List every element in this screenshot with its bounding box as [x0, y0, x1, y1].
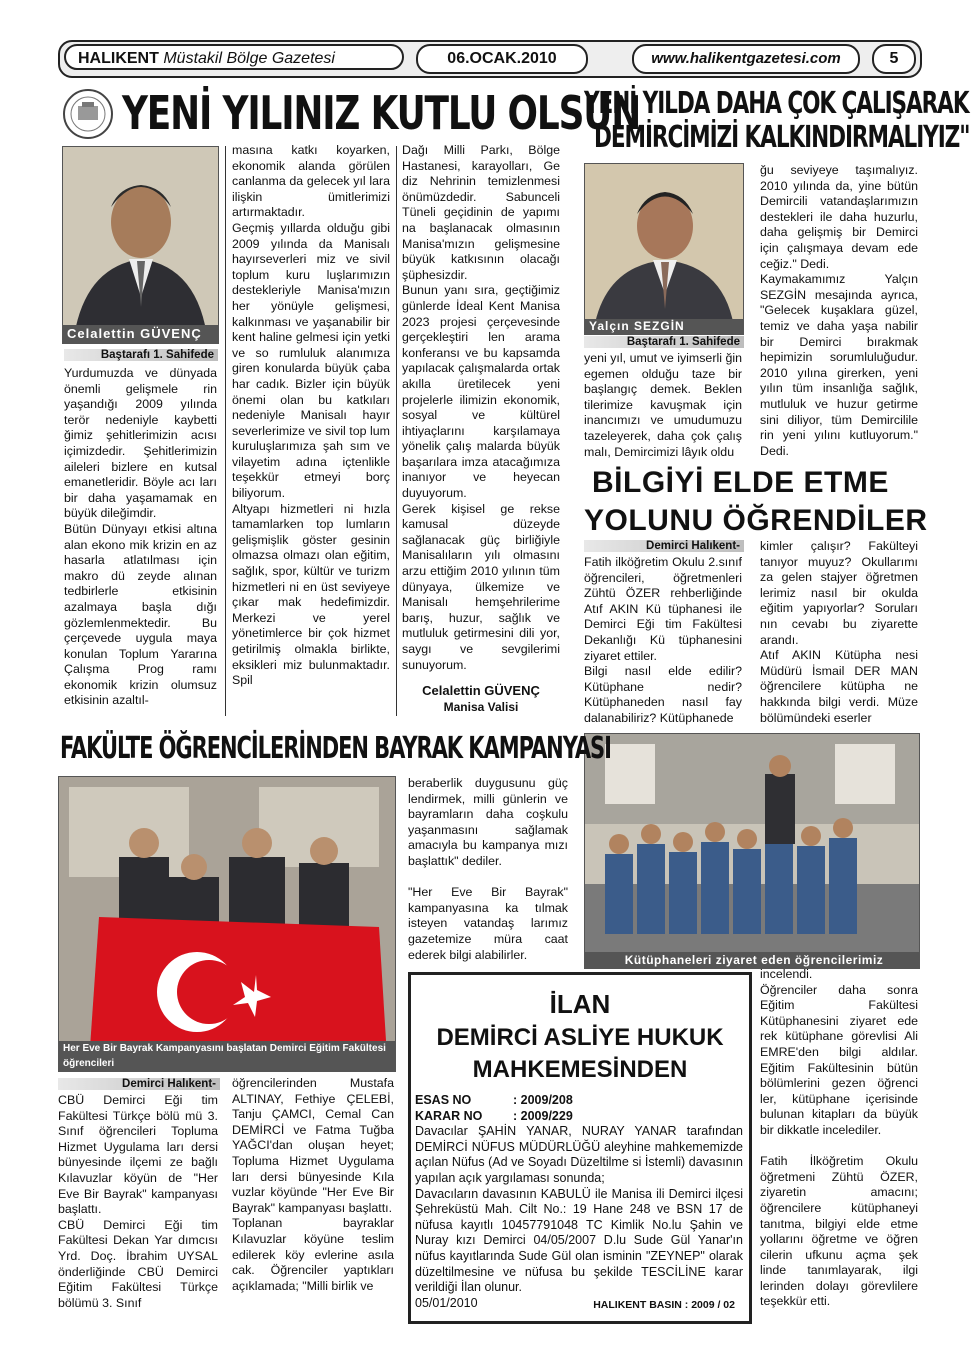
article2-headline-line1: YENİ YILDA DAHA ÇOK ÇALIŞARAK	[584, 86, 969, 121]
karar-value: : 2009/229	[513, 1108, 573, 1123]
photo-yalcin-sezgin	[584, 163, 744, 335]
paper-subtitle: Müstakil Bölge Gazetesi	[163, 50, 335, 67]
legal-notice-box	[408, 972, 752, 1324]
article4-col2: öğrencilerinden Mustafa ALTINAY, Fethiye ÇELEBİ, Tanju ÇAMCI, Cemal Can DEMİRCİ ve Fatma Tuğba YAĞCI'dan oluşan heyet; Topluma Hizmet Uygulama ları dersi bünyesinde Kıla vuzlar köyünde "Her Eve Bir Bayrak" kampanyası başlattı. Toplanan bayraklar Kılavuzlar köyüne teslim edilerek köy evlerine asıla cak. Öğrenciler yaptıkları açıklamada; "Milli birlik ve	[232, 1076, 394, 1293]
notice-court-2: MAHKEMESİNDEN	[472, 1056, 688, 1083]
signature-title: Manisa Valisi	[443, 700, 519, 714]
column-rule	[396, 146, 397, 716]
photo-celalettin-guvenc	[62, 146, 219, 344]
article4-headline: FAKÜLTE ÖĞRENCİLERİNDEN BAYRAK KAMPANYASI	[60, 731, 611, 766]
photo-caption: Yalçın SEZGİN	[585, 319, 743, 334]
photo-flag-campaign	[58, 776, 396, 1072]
portrait-image	[585, 164, 743, 334]
esas-row	[415, 1093, 743, 1109]
photo-caption: Kütüphaneleri ziyaret eden öğrencilerimiz	[585, 952, 919, 968]
notice-date: 05/01/2010	[415, 1295, 478, 1310]
article1-continued: Baştarafı 1. Sahifede	[64, 349, 218, 361]
issue-date: 06.OCAK.2010	[416, 44, 588, 74]
masthead-bar	[58, 40, 922, 78]
article3-col2: kimler çalışır? Fakülteyi tanıyor muyuz? Okullarımı za gelen stajyer öğretmen lerimiz nasıl bir okulda eğitim yapıyorlar? Soruları nın cevabı bu ziyarette arandı. Atıf AKIN Kütüpha nesi Müdürü İsmail DER MAN öğrencilere kütüpha ne hakkında bilgi verdi. Müze bölümündeki eserler	[760, 539, 918, 725]
article4-col1: CBÜ Demirci Eği tim Fakültesi Türkçe bölü mü 3. Sınıf öğrencileri Topluma Hizmet Uygulama ları dersi bünyesinde ilçemi ze bağlı Kılavuzlar köyün de "Her Eve Bir Bayrak" kampanyası başlattı. CBÜ Demirci Eği tim Fakültesi Dekan Yar dımcısı Yrd. Doç. İbrahim UYSAL önderliğinde CBÜ Demirci Eğitim Fakültesi Türkçe bölümü 3. Sınıf	[58, 1093, 218, 1310]
article1-col2: masına katkı koyarken, ekonomik alanda görülen canlanma da gelecek yıl lara ilişkin ümitlerimizi artırmaktadır. Geçmiş yıllarda olduğu gibi 2009 yılında da Manisalı hayırseverleri miz ve sivil toplum kuru luşlarımızın destekleriyle Manisa'mızın her yönüyle gelişmesi, kalkınması ve yaşanabilir bir kent haline gelmesi için yetki ve so rumluluk alanımıza giren konularda büyük çaba har cadık. Bizler için büyük önemi olan bu katkıları nedeniyle Manisalı hayır severlerimize ve sivil top lum kuruluşlarımıza şah sım ve vilayetim adına içtenlikle teşekkür etmeyi borç biliyorum. Altyapı hizmetleri ni hızla tamamlarken top lumların gelişmişlik göster gesinin olmazsa olmazı olan eğitim, sağlık, spor, kültür ve turizm hizmetleri ni en üst seviyeye çıkar mak hedefimizdir. Merkezi ve yerel yönetimlerce bir çok hizmet getirilmiş olmakla birlikte, eksikleri miz bulunmaktadır. Spil	[232, 143, 390, 688]
group-photo-image	[585, 734, 919, 968]
article1-col3: Dağı Milli Parkı, Bölge Hastanesi, karayolları, Ge diz Nehrinin temizlenmesi önümüzdedir. Sabunceli Tüneli geçidinin de yapımı na başlanacak olmasının Manisa'mızın gelişmesine büyük katkısının olacağı şüphesizdir. Bunun yanı sıra, geçtiğimiz günlerde İdeal Kent Manisa 2023 projesi çerçevesinde gerçekleştiri len arama konferansı ve bu kapsamda yapılacak çalışmalarda ortak akılla üretilecek yeni projelerle ilimizin ekonomik, sosyal ve kültürel ihtiyaçlarını karşılamaya yönelik çalış malarda büyük başarılara imza atacağımıza inanıyor ve heyecan duyuyorum. Gerek kişisel ge rekse kamusal düzeyde sağlanacak güç birliğiyle Manisalıların yılı olmasını arzu ettiğim 2010 yılının tüm dünyaya, ülkemize ve Manisalı hemşehrilerime barış, huzur, sağlık ve mutluluk getirmesini dili yor, saygı ve sevgilerimi sunuyorum.	[402, 143, 560, 672]
paper-name-pill	[64, 44, 404, 70]
flag-photo-image	[59, 777, 395, 1071]
manisa-logo	[62, 88, 114, 140]
paper-name: HALIKENT	[78, 50, 159, 67]
article4-byline: Demirci Halıkent-	[58, 1078, 220, 1090]
notice-basin: HALIKENT BASIN : 2009 / 02	[593, 1298, 735, 1311]
article2-continued: Baştarafı 1. Sahifede	[584, 336, 744, 348]
article2-headline-line2: DEMİRCİMİZİ KALKINDIRMALIYIZ"	[594, 120, 970, 155]
article2-col1: yeni yıl, umut ve iyimserli ğin egemen olduğu taze bir başlangıç demek. Beklen tilerimize kavuşmak için inancımızı ve umudumuzu tazeleyerek, daha çok çalış malı, Demircimizi lâyık oldu	[584, 351, 742, 459]
article2-col2: ğu seviyeye taşımalıyız. 2010 yılında da, yine bütün Demircili vatandaşlarımızın destekleri ile daha huzurlu, daha gelişmiş bir Demirci için çalışmaya devam ede ceğiz." Dedi. Kaymakamımız Yalçın SEZGİN mesajında ayrıca, "Gelecek kuşaklara güzel, temiz ve daha yaşa nabilir bir Demirci bırakmak hepimizin sorumluluğudur. 2010 yılına girerken, yeni yılın tüm insanlığa sağlık, mutluluk ve huzur getirme sini diliyor, tüm Demircilile rin yeni yılını kutluyorum." Dedi.	[760, 163, 918, 458]
photo-caption: Celalettin GÜVENÇ	[63, 325, 218, 343]
article1-col1: Yurdumuzda ve dünyada önemli gelişmele rin yaşandığı 2009 yılında terör nedeniyle kaybetti ğimiz şehitlerimizin acısı içimizdedir. Şehitlerimizin aileleri bizlere en kutsal emanetleridir. Böyle acı ları bir daha yaşamamak en büyük dileğimdir. Bütün Dünyayı etkisi altına alan ekono mik krizin en az hasarla atlatılması için makro dü zeyde alınan tedbirlerle etkisinin azalmaya başla dığı gözlemlenmektedir. Bu çerçevede uygula maya konulan Toplum Yararına Çalışma Prog ramı ekonomik krizin olumsuz etkisinin azaltıl-	[64, 366, 217, 708]
article4-col3: beraberlik duygusunu güç lendirmek, milli günlerin ve bayramların daha coşkulu yaşanmasını sağlamak amacıyla bu kampanya mızı başlattık" dediler. "Her Eve Bir Bayrak" kampanyasına ka tılmak isteyen vatandaş larımız gazetemize müra caat ederek bilgi alabilirler.	[408, 776, 568, 962]
photo-caption: Her Eve Bir Bayrak Kampanyasını başlatan Demirci Eğitim Fakültesi öğrencileri	[59, 1041, 395, 1071]
karar-label: KARAR NO	[415, 1108, 483, 1123]
article3-col1: Fatih ilköğretim Okulu 2.sınıf öğrencileri, öğretmenleri Zühtü ÖZER rehberliğinde Atıf AKIN Kü tüphanesi ile Demirci Eği tim Fakültesi Dekanlığı Kü tüphanesini ziyaret ettiler. Bilgi nasıl elde edilir? Kütüphane nedir? Kütüphaneden nasıl fay dalanabiliriz? Kütüphanede	[584, 555, 742, 725]
notice-title: İLAN	[549, 989, 611, 1019]
article3-headline-line1: BİLGİYİ ELDE ETME	[592, 466, 889, 499]
website-link[interactable]: www.halikentgazetesi.com	[632, 44, 860, 74]
column-rule	[225, 146, 226, 716]
notice-body: Davacılar ŞAHİN YANAR, NURAY YANAR tarafından DEMİRCİ NÜFUS MÜDÜRLÜĞÜ aleyhine mahkememizde açılan Nüfus (Ad ve Soyadı Düzeltilme si İstemli) davasının yapılan açık yargılaması sonunda; Davacıların davasının KABULÜ ile Manisa ili Demirci ilçesi Şehreküstü Mah. Cilt No.: 19 Hane 248 ve BSN 17 de nüfusa kayıtlı 10457791048 TC Kimlik No.lu Şahin ve Nuray kızı Demirci 04/05/2007 D.lu Sude Gül Yanar'ın nüfus kayıtlarında Sude Gül olan isminin "ZEYNEP" olarak düzeltilmesine ve nüfusa bu şekilde TESCİLİNE karar verildiği İlan olunur.	[415, 1124, 743, 1295]
article1-headline: YENİ YILINIZ KUTLU OLSUN	[122, 86, 641, 140]
page-number: 5	[872, 44, 916, 74]
article3-col3: incelendi. Öğrenciler daha sonra Eğitim Fakültesi Kütüphanesini ziyaret ede rek kütüphane görevlisi Ali EMRE'den bilgi aldılar. Eğitim Fakültesinin bütün bölümlerini gezen öğrenci ler, kütüphane içerisinde bulunan kitapları da büyük bir dikkatle incelediler. Fatih İlköğretim Okulu öğretmeni Zühtü ÖZER, ziyaretin amacını; öğrencilere kütüphaneyi tanıtma, bilgiyi elde etme yollarını öğretme ve öğren cilerin ufkunu açma şek linde tanımlayarak, ilgi lerinden dolayı görevlilere teşekkür etti.	[760, 967, 918, 1309]
portrait-image	[63, 147, 218, 343]
esas-value: : 2009/208	[513, 1093, 573, 1107]
esas-label: ESAS NO	[415, 1093, 472, 1107]
article3-byline: Demirci Halıkent-	[584, 540, 744, 552]
karar-row	[415, 1109, 743, 1125]
article3-headline-line2: YOLUNU ÖĞRENDİLER	[584, 504, 928, 537]
signature-name: Celalettin GÜVENÇ	[422, 683, 540, 698]
photo-library-visit	[584, 733, 920, 969]
notice-court: DEMİRCİ ASLİYE HUKUK	[436, 1024, 724, 1051]
